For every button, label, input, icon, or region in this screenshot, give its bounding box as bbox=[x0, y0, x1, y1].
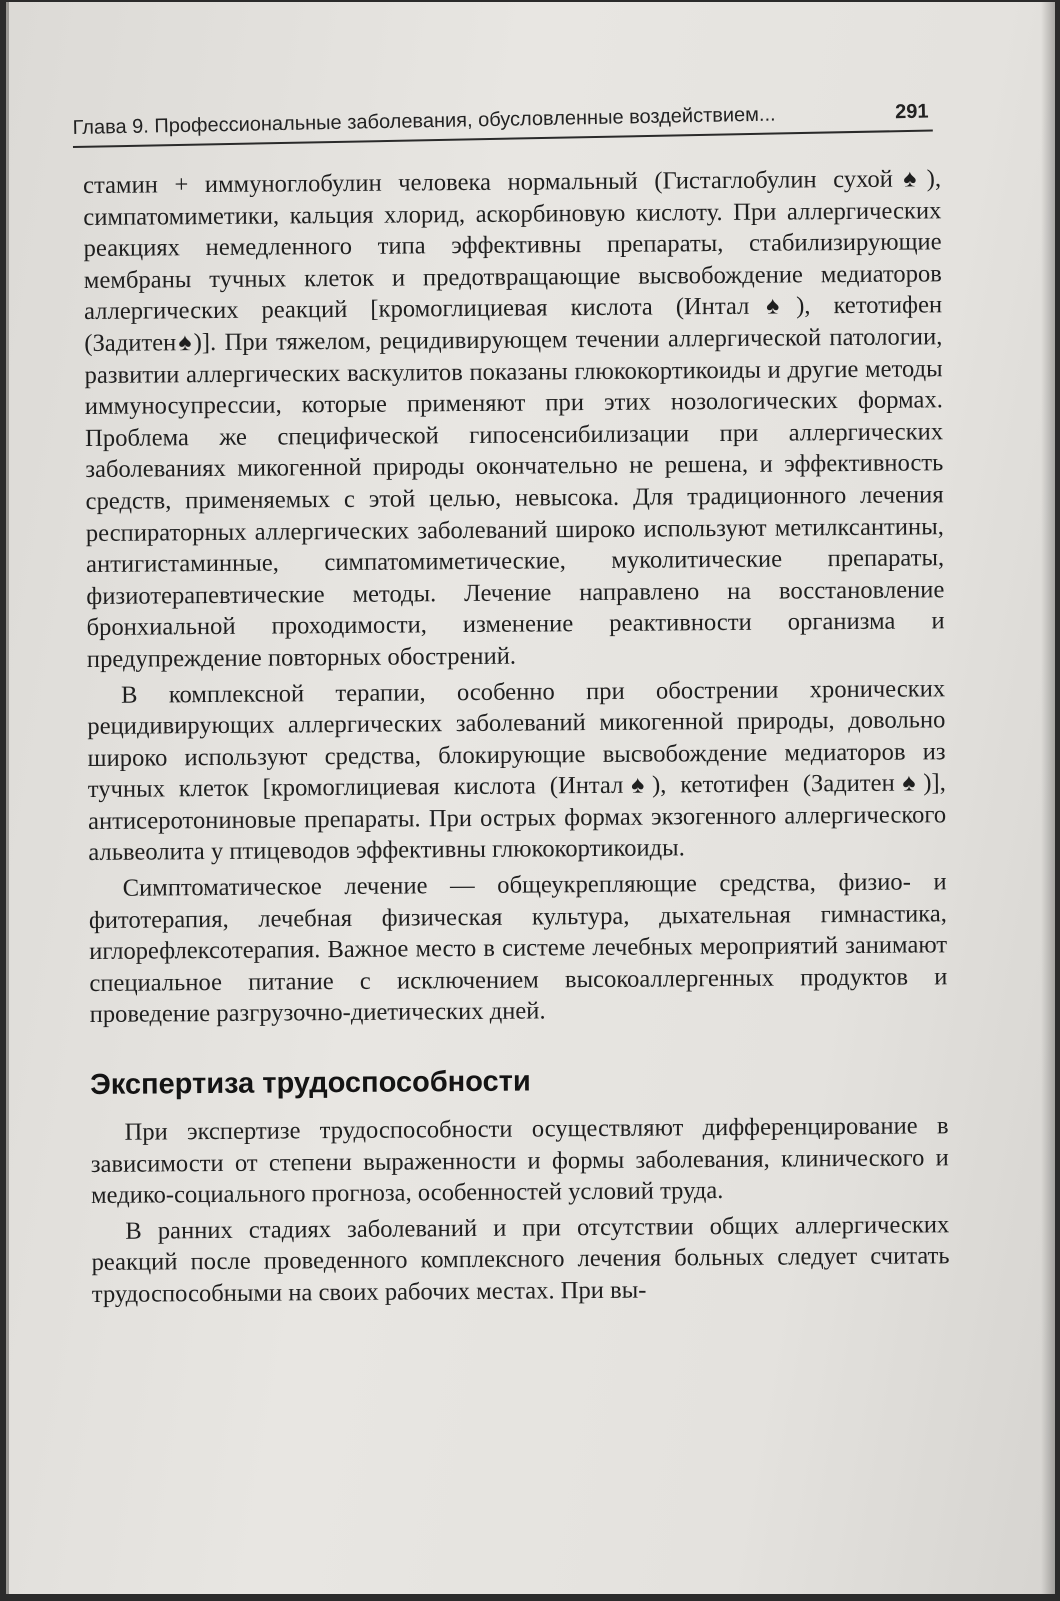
paragraph-1: стамин + иммуноглобулин человека нормальный (Гистаглобулин сухой♠), симпатомиметики, кальция хлорид, аскорбиновую кислоту. При аллергических реакциях немедленного типа эффективны препараты, стабилизирующие мембраны тучных клеток и предотвращающие высвобождение медиаторов аллергических реакций [кромоглициевая кислота (Интал♠), кетотифен (Задитен♠)]. При тяжелом, рецидивирующем течении аллергической патологии, развитии аллергических васкулитов показаны глюкокортикоиды и другие методы иммуносупрессии, которые применяют при этих нозологических формах. Проблема же специфической гипосенсибилизации при аллергических заболеваниях микогенной природы окончательно не решена, и эффективность средств, применяемых с этой целью, невысока. Для традиционного лечения респираторных аллергических заболеваний широко используют метилксантины, антигистаминные, симпатомиметические, муколитические препараты, физиотерапевтические методы. Лечение направлено на восстановление бронхиальной проходимости, изменение реактивности организма и предупреждение повторных обострений. bbox=[83, 165, 945, 673]
paragraph-2: В комплексной терапии, особенно при обострении хронических рецидивирующих аллергических заболеваний микогенной природы, довольно широко используют средства, блокирующие высвобождение медиаторов из тучных клеток [кромоглициевая кислота (Интал♠), кетотифен (Задитен♠)], антисеротониновые препараты. При острых формах экзогенного аллергического альвеолита у птицеводов эффективны глюкокортикоиды. bbox=[87, 674, 947, 867]
section-paragraph-2: В ранних стадиях заболеваний и при отсутствии общих аллергических реакций после проведенного комплексного лечения больных следует считать трудоспособными на своих рабочих местах. При вы- bbox=[91, 1211, 950, 1308]
paragraph-3: Симптоматическое лечение — общеукрепляющие средства, физио- и фитотерапия, лечебная физическая культура, дыхательная гимнастика, иглорефлексотерапия. Важное место в системе лечебных мероприятий занимают специальное питание с исключением высокоаллергенных продуктов и проведение разгрузочно-диетических дней. bbox=[88, 868, 948, 1029]
section-heading: Экспертиза трудоспособности bbox=[90, 1065, 531, 1102]
page-body bbox=[83, 163, 950, 1310]
page-number: 291 bbox=[894, 100, 929, 124]
book-page bbox=[6, 2, 1055, 1594]
section-paragraph-1: При экспертизе трудоспособности осуществляют дифференцирование в зависимости от степени выраженности и формы заболевания, клинического и медико-социального прогноза, особенностей условий труда. bbox=[90, 1112, 949, 1210]
running-header bbox=[72, 78, 933, 148]
chapter-title: Глава 9. Профессиональные заболевания, обусловленные воздействием... bbox=[72, 103, 776, 140]
